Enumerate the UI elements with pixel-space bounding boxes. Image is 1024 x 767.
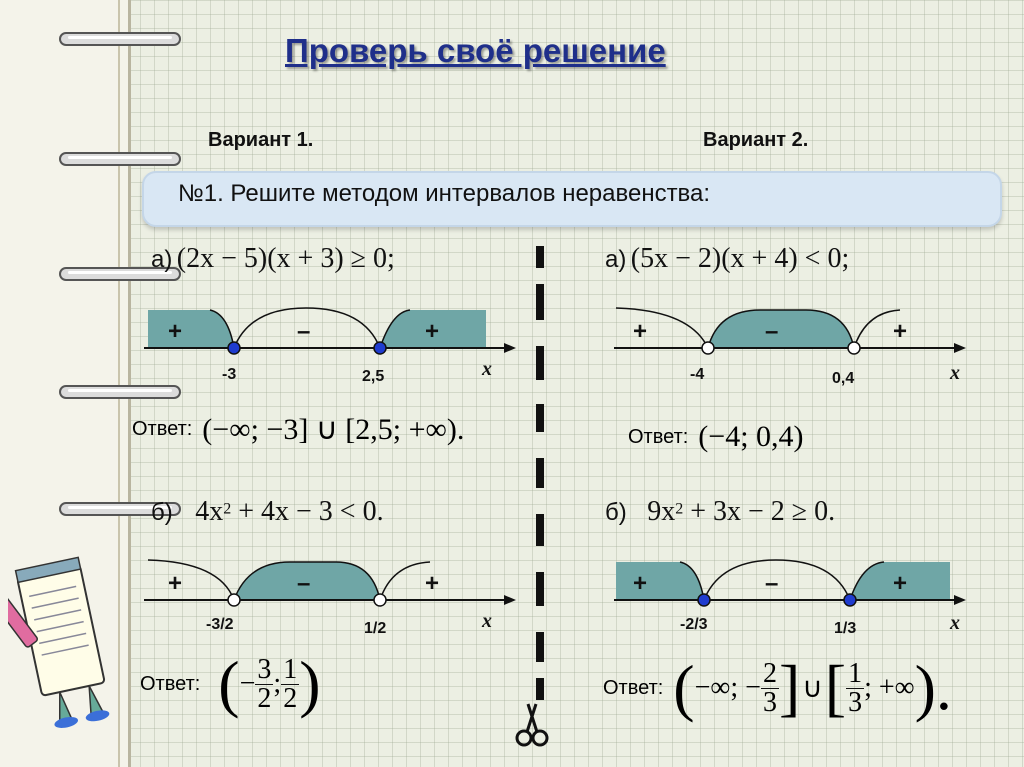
notebook-ring-icon bbox=[58, 30, 182, 48]
answer-v1b bbox=[140, 648, 321, 719]
sign-plus: + bbox=[425, 570, 440, 597]
number-line-v2a bbox=[610, 300, 970, 400]
divider-dash bbox=[536, 632, 544, 662]
inequality-rest: + 4x − 3 < 0. bbox=[231, 496, 384, 527]
divider-dash bbox=[536, 284, 544, 320]
exponent: 2 bbox=[675, 500, 684, 518]
sign-plus: + bbox=[893, 570, 908, 597]
number-line-v1a bbox=[140, 300, 520, 400]
scissors-icon bbox=[514, 700, 550, 750]
task-text: №1. Решите методом интервалов неравенства: bbox=[178, 180, 711, 207]
page-title: Проверь своё решение bbox=[285, 32, 666, 69]
tick-label: 1/3 bbox=[834, 620, 857, 637]
variant-1-heading: Вариант 1. bbox=[208, 129, 314, 151]
sign-plus: + bbox=[633, 318, 648, 345]
problem-v2a bbox=[605, 243, 849, 275]
answer-v2a bbox=[628, 420, 804, 454]
number-line-v1b bbox=[140, 552, 520, 652]
inequality-rest: + 3x − 2 ≥ 0. bbox=[683, 496, 836, 527]
tick-label: -2/3 bbox=[680, 616, 708, 633]
inequality-lead: 9x bbox=[647, 496, 676, 527]
notebook-ring-icon bbox=[58, 150, 182, 168]
divider-dash bbox=[536, 572, 544, 606]
exponent: 2 bbox=[223, 500, 232, 518]
tick-label: 2,5 bbox=[362, 368, 385, 385]
axis-label: x bbox=[950, 612, 960, 634]
problem-label: б) bbox=[605, 499, 627, 526]
axis-label: x bbox=[950, 362, 960, 384]
divider-dash bbox=[536, 346, 544, 380]
answer-v2b bbox=[603, 652, 952, 723]
variant-2-heading: Вариант 2. bbox=[703, 129, 809, 151]
tick-label: 0,4 bbox=[832, 370, 855, 387]
divider-dash bbox=[536, 404, 544, 432]
problem-label: а) bbox=[605, 246, 627, 273]
tick-label: -4 bbox=[690, 366, 705, 383]
sign-plus: + bbox=[168, 570, 183, 597]
number-line-v2b bbox=[610, 552, 970, 652]
problem-v2b bbox=[605, 496, 835, 528]
divider-dash bbox=[536, 458, 544, 488]
answer-word: Ответ: bbox=[140, 672, 201, 695]
sign-minus: – bbox=[297, 570, 311, 597]
answer-value: ( −∞; − $\frac{2}{3}$ ] ∪ [ $\frac{1}{3}$ ; +∞ ). bbox=[673, 652, 952, 723]
sign-plus: + bbox=[425, 318, 440, 345]
answer-value: (−4; 0,4) bbox=[698, 420, 804, 453]
answer-word: Ответ: bbox=[628, 425, 689, 448]
sign-plus: + bbox=[893, 318, 908, 345]
sign-minus: – bbox=[297, 318, 311, 345]
answer-v1a bbox=[132, 412, 464, 447]
answer-word: Ответ: bbox=[132, 418, 193, 440]
divider-dash bbox=[536, 246, 544, 268]
axis-label: x bbox=[482, 610, 492, 632]
axis-label: x bbox=[482, 358, 492, 380]
sign-minus: – bbox=[765, 570, 779, 597]
problem-label: а) bbox=[151, 246, 173, 273]
tick-label: 1/2 bbox=[364, 620, 387, 637]
sign-minus: – bbox=[765, 318, 779, 345]
sign-plus: + bbox=[633, 570, 648, 597]
tick-label: -3 bbox=[222, 366, 237, 383]
problem-v1a bbox=[151, 243, 395, 275]
tick-label: -3/2 bbox=[206, 616, 234, 633]
answer-value: (−∞; −3] ∪ [2,5; +∞). bbox=[202, 413, 465, 446]
notepad-pencil-icon bbox=[8, 540, 120, 730]
problem-label: б) bbox=[151, 499, 173, 526]
sign-plus: + bbox=[168, 318, 183, 345]
inequality: (2x − 5)(x + 3) ≥ 0; bbox=[176, 243, 395, 274]
problem-v1b bbox=[151, 496, 384, 528]
inequality-lead: 4x bbox=[195, 496, 224, 527]
divider-dash bbox=[536, 678, 544, 700]
divider-dash bbox=[536, 514, 544, 546]
answer-value: ( − $\frac{3}{2}$ ; $\frac{1}{2}$ ) bbox=[218, 648, 321, 719]
answer-word: Ответ: bbox=[603, 676, 664, 699]
inequality: (5x − 2)(x + 4) < 0; bbox=[630, 243, 850, 274]
